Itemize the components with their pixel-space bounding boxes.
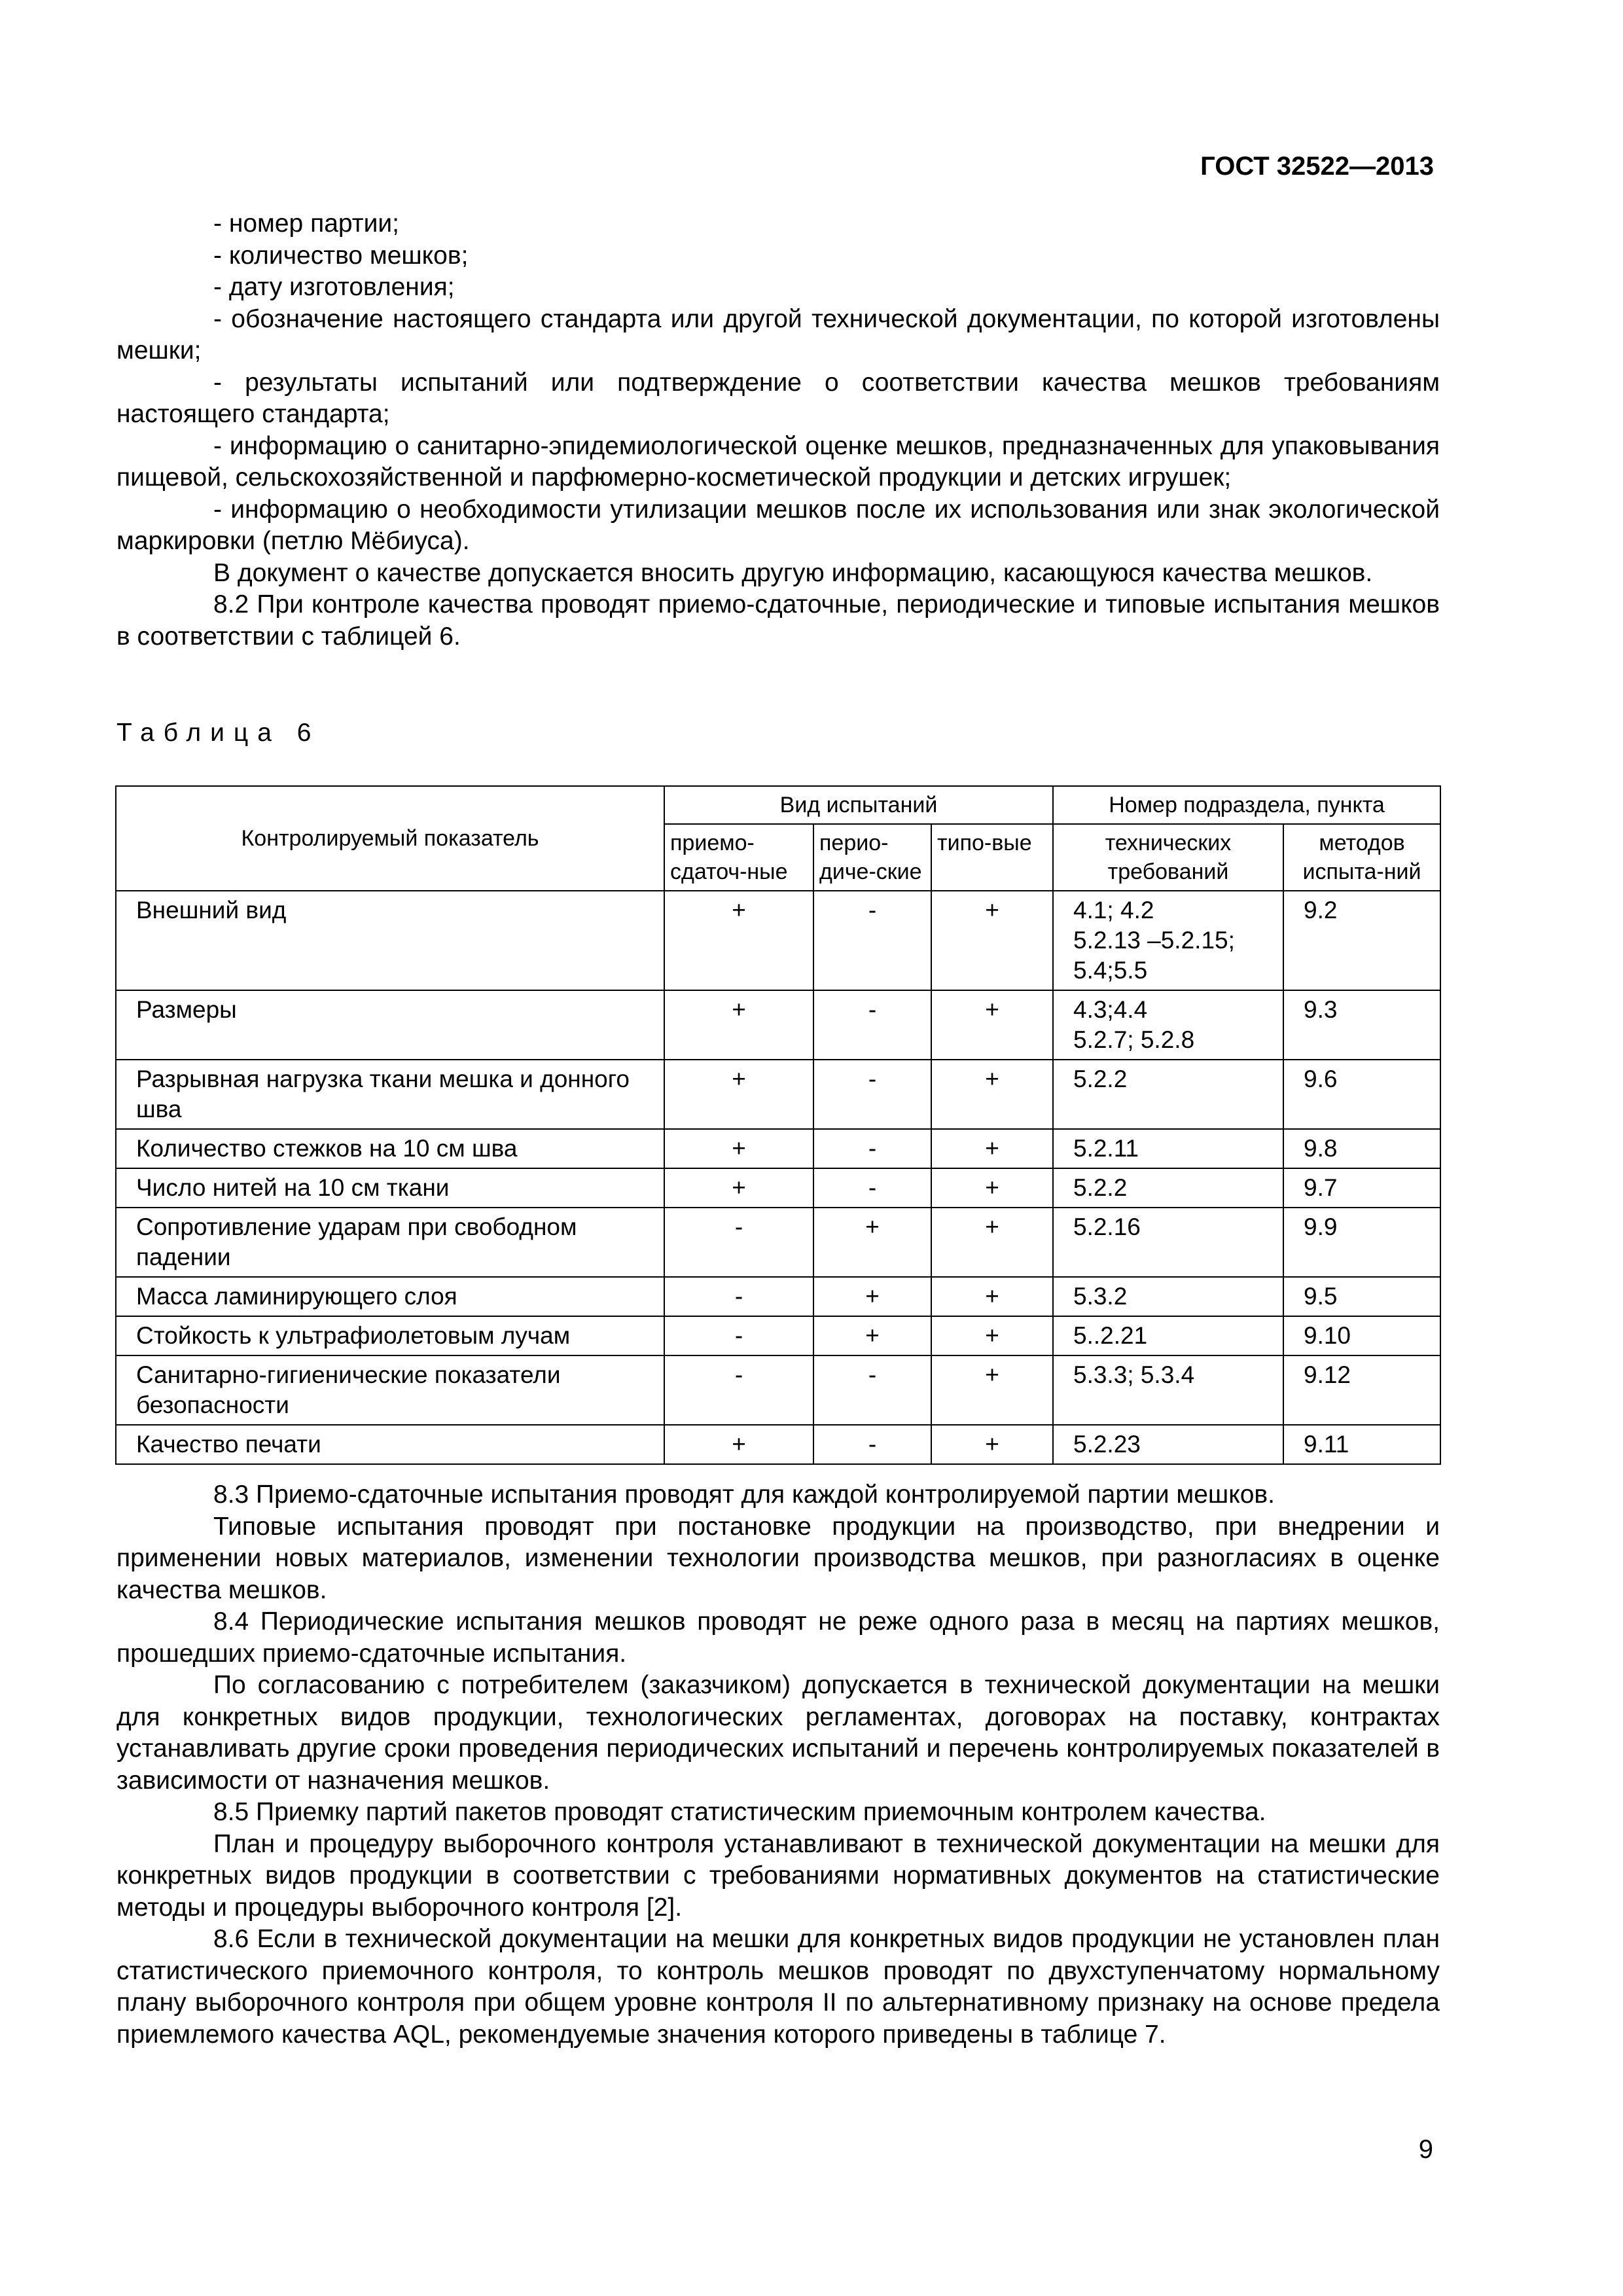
table-row [116,1208,1440,1277]
table-row [116,1355,1440,1425]
paragraph: 8.4 Периодические испытания мешков проводят не реже одного раза в месяц на партиях мешков, прошедших приемо-сдаточные испытания. [116,1607,1440,1668]
table-6 [115,785,1441,1465]
header-tech-req: технических требований [1053,824,1283,891]
list-item: - количество мешков; [213,241,469,270]
acceptance-cell: - [664,1208,813,1277]
periodic-cell: + [813,1277,931,1316]
tech-req-cell: 5.2.23 [1053,1425,1283,1464]
document-header: ГОСТ 32522—2013 [1200,152,1434,181]
list-item: - информацию о необходимости утилизации мешков после их использования или знак экологической маркировки (петлю Мёбиуса). [116,495,1440,555]
table-row [116,891,1440,990]
tech-req-cell: 5.2.2 [1053,1168,1283,1208]
paragraph: В документ о качестве допускается вносить другую информацию, касающуюся качества мешков. [213,558,1373,587]
periodic-cell: + [813,1208,931,1277]
list-item: - номер партии; [213,209,399,238]
table-row [116,1129,1440,1168]
indicator-cell: Стойкость к ультрафиолетовым лучам [116,1316,664,1355]
test-method-cell: 9.8 [1283,1129,1440,1168]
list-item: - обозначение настоящего стандарта или другой технической документации, по которой изготовлены мешки; [116,304,1440,365]
type-test-cell: + [931,1316,1053,1355]
type-test-cell: + [931,1168,1053,1208]
test-method-cell: 9.7 [1283,1168,1440,1208]
paragraph: 8.2 При контроле качества проводят приемо-сдаточные, периодические и типовые испытания мешков в соответствии с таблицей 6. [116,590,1440,651]
tech-req-cell: 4.3;4.4 5.2.7; 5.2.8 [1053,990,1283,1060]
tech-req-cell: 5.3.2 [1053,1277,1283,1316]
header-test-type: Вид испытаний [664,786,1053,824]
periodic-cell: - [813,1060,931,1129]
header-section-number: Номер подраздела, пункта [1053,786,1440,824]
periodic-cell: + [813,1316,931,1355]
test-method-cell: 9.3 [1283,990,1440,1060]
header-acceptance: приемо-сдаточ-ные [664,824,813,891]
indicator-cell: Качество печати [116,1425,664,1464]
test-method-cell: 9.5 [1283,1277,1440,1316]
test-method-cell: 9.2 [1283,891,1440,990]
test-method-cell: 9.10 [1283,1316,1440,1355]
acceptance-cell: + [664,1425,813,1464]
list-item: - дату изготовления; [213,273,455,301]
periodic-cell: - [813,1425,931,1464]
paragraph: План и процедуру выборочного контроля устанавливают в технической документации на мешки для конкретных видов продукции в соответствии с требованиями нормативных документов на статистические методы и процедуры выборочного контроля [2]. [116,1829,1440,1922]
paragraph: По согласованию с потребителем (заказчиком) допускается в технической документации на мешки для конкретных видов продукции, технологических регламентах, договорах на поставку, контрактах устанавливать другие сроки проведения периодических испытаний и перечень контролируемых показателей в зависимости от назначения мешков. [116,1671,1440,1795]
type-test-cell: + [931,1208,1053,1277]
indicator-cell: Сопротивление ударам при свободном падении [116,1208,664,1277]
closing-text [116,1479,1440,2051]
acceptance-cell: - [664,1316,813,1355]
page-number: 9 [1418,2135,1433,2164]
acceptance-cell: + [664,990,813,1060]
test-method-cell: 9.12 [1283,1355,1440,1425]
paragraph: 8.5 Приемку партий пакетов проводят статистическим приемочным контролем качества. [213,1798,1266,1826]
table-row [116,990,1440,1060]
acceptance-cell: + [664,1129,813,1168]
table-row [116,1277,1440,1316]
type-test-cell: + [931,1277,1053,1316]
table-caption: Таблица 6 [116,719,321,747]
paragraph: Типовые испытания проводят при постановке продукции на производство, при внедрении и применении новых материалов, изменении технологии производства мешков, при разногласиях в оценке качества мешков. [116,1512,1440,1604]
header-periodic: перио-диче-ские [813,824,931,891]
table-row [116,1060,1440,1129]
periodic-cell: - [813,1168,931,1208]
periodic-cell: - [813,990,931,1060]
tech-req-cell: 5.2.2 [1053,1060,1283,1129]
indicator-cell: Количество стежков на 10 см шва [116,1129,664,1168]
periodic-cell: - [813,891,931,990]
type-test-cell: + [931,990,1053,1060]
indicator-cell: Число нитей на 10 см ткани [116,1168,664,1208]
acceptance-cell: - [664,1355,813,1425]
test-method-cell: 9.11 [1283,1425,1440,1464]
paragraph: 8.6 Если в технической документации на мешки для конкретных видов продукции не установлен план статистического приемочного контроля, то контроль мешков проводят по двухступенчатому нормальному плану выборочного контроля при общем уровне контроля II по альтернативному признаку на основе предела приемлемого качества AQL, рекомендуемые значения которого приведены в таблице 7. [116,1925,1440,2049]
test-method-cell: 9.6 [1283,1060,1440,1129]
tech-req-cell: 5..2.21 [1053,1316,1283,1355]
test-method-cell: 9.9 [1283,1208,1440,1277]
header-test-methods: методов испыта-ний [1283,824,1440,891]
table-row [116,1425,1440,1464]
periodic-cell: - [813,1355,931,1425]
header-type-tests: типо-вые [931,824,1053,891]
periodic-cell: - [813,1129,931,1168]
type-test-cell: + [931,891,1053,990]
type-test-cell: + [931,1355,1053,1425]
table-row [116,1168,1440,1208]
type-test-cell: + [931,1425,1053,1464]
acceptance-cell: + [664,1060,813,1129]
table-row [116,1316,1440,1355]
intro-text [116,208,1440,653]
indicator-cell: Санитарно-гигиенические показатели безопасности [116,1355,664,1425]
paragraph: 8.3 Приемо-сдаточные испытания проводят для каждой контролируемой партии мешков. [213,1480,1275,1509]
list-item: - информацию о санитарно-эпидемиологической оценке мешков, предназначенных для упаковывания пищевой, сельскохозяйственной и парфюмерно-косметической продукции и детских игрушек; [116,431,1440,492]
type-test-cell: + [931,1129,1053,1168]
acceptance-cell: + [664,891,813,990]
acceptance-cell: + [664,1168,813,1208]
list-item: - результаты испытаний или подтверждение о соответствии качества мешков требованиям настоящего стандарта; [116,368,1440,428]
indicator-cell: Разрывная нагрузка ткани мешка и донного шва [116,1060,664,1129]
acceptance-cell: - [664,1277,813,1316]
header-indicator: Контролируемый показатель [116,786,664,891]
tech-req-cell: 5.2.11 [1053,1129,1283,1168]
type-test-cell: + [931,1060,1053,1129]
indicator-cell: Внешний вид [116,891,664,990]
tech-req-cell: 5.3.3; 5.3.4 [1053,1355,1283,1425]
tech-req-cell: 5.2.16 [1053,1208,1283,1277]
tech-req-cell: 4.1; 4.2 5.2.13 –5.2.15; 5.4;5.5 [1053,891,1283,990]
indicator-cell: Масса ламинирующего слоя [116,1277,664,1316]
indicator-cell: Размеры [116,990,664,1060]
